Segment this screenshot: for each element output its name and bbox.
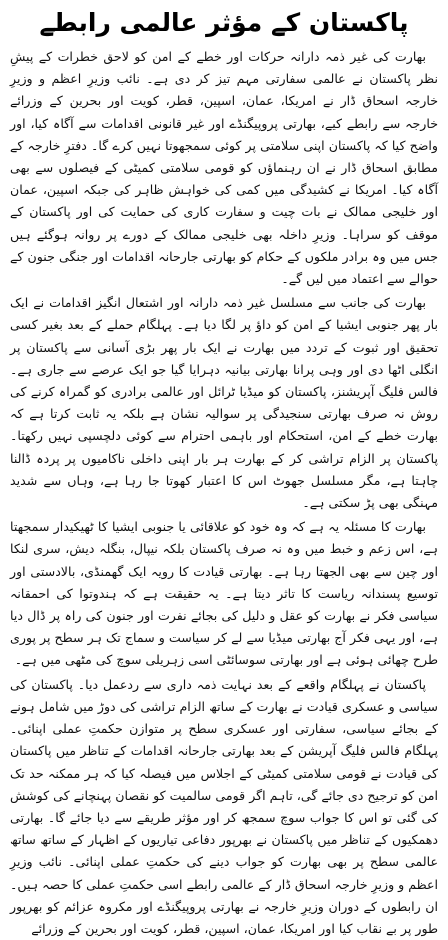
article-headline: پاکستان کے مؤثر عالمی رابطے (39, 8, 409, 37)
article-paragraph: بھارت کا مسئلہ یہ ہے کہ وہ خود کو علاقائی یا جنوبی ایشیا کا ٹھیکیدار سمجھتا ہے، اس زعم و خبط میں وہ نہ صرف پاکستان بلکہ نیپال، بنگلہ دیش، سری لنکا اور چین سے بھی الجھتا رہا ہے۔ بھارتی قیادت کا رویہ ایک گھمنڈی، بالادستی اور توسیع پسندانہ ریاست کا تاثر دیتا ہے۔ یہ حقیقت ہے کہ ہندوتوا کی احمقانہ سیاسی فکر نے بھارت کو عقل و دلیل کی بجائے نفرت اور جنون کی راہ پر ڈال دیا ہے، اور یہی فکر آج بھارتی میڈیا سے لے کر سیاست و سماج تک ہر سطح پر پوری طرح چھائی ہوئی ہے اور بھارتی سوسائٹی اسی زہریلی سوچ کی مٹھی میں ہے۔ (10, 519, 438, 668)
article-paragraph: پاکستان نے پہلگام واقعے کے بعد نہایت ذمہ داری سے ردعمل دیا۔ پاکستان کی سیاسی و عسکری قیادت نے بھارت کے ساتھ الزام تراشی کی دوڑ میں شامل ہونے کے بجائے سیاسی، سفارتی اور عسکری سطح پر متوازن حکمتِ عملی اپنائی۔ پہلگام فالس فلیگ آپریشن کے بعد بھارتی جارحانہ اقدامات کے تناظر میں پاکستان کی قیادت نے قومی سلامتی کمیٹی کے اجلاس میں فیصلہ کیا کہ ہر ممکنہ حد تک امن کو ترجیح دی جائے گی، تاہم اگر قومی سالمیت کو نقصان پہنچانے کی کوشش کی گئی تو اس کا جواب سوچ سمجھ کر اور مؤثر طریقے سے دیا جائے گا۔ بھارتی دھمکیوں کے تناظر میں پاکستان نے بھرپور دفاعی تیاریوں کے اظہار کے ساتھ ساتھ عالمی سطح پر بھی بھارت کو جواب دینے کی حکمتِ عملی اپنائی۔ نائب وزیرِ اعظم و وزیرِ خارجہ اسحاق ڈار کے عالمی رابطے اسی حکمتِ عملی کا حصہ ہیں۔ ان رابطوں کے دوران وزیرِ خارجہ نے بھارتی پروپیگنڈے اور مکروہ عزائم کو بھرپور طور پر بے نقاب کیا اور امریکا، عمان، اسپین، قطر، کویت اور بحرین کے وزرائے (10, 676, 438, 936)
article-paragraph: بھارت کی جانب سے مسلسل غیر ذمہ دارانہ اور اشتعال انگیز اقدامات نے ایک بار پھر جنوبی ایشیا کے امن کو داؤ پر لگا دیا ہے۔ پہلگام حملے کے بعد بغیر کسی تحقیق اور ثبوت کے تردد میں بھارت نے ایک بار پھر بڑی آسانی سے پاکستان پر انگلی اٹھا دی اور وہی پرانا بھارتی بیانیہ دہرایا گیا جو ایک عرصے سے جاری ہے۔ فالس فلیگ آپریشنز، پاکستان کو میڈیا ٹرائل اور عالمی برادری کو گمراہ کرنے کی روش نہ صرف بھارتی سنجیدگی پر سوالیہ نشان ہے بلکہ یہ ثابت کرتا ہے کہ بھارت خطے کے امن، استحکام اور باہمی احترام سے کوئی دلچسپی نہیں رکھتا۔ پاکستان پر الزام تراشی کر کے بھارت ہر بار اپنی داخلی ناکامیوں پر پردہ ڈالنا چاہتا ہے، مگر مسلسل جھوٹ اس کا اعتبار کھوتا جا رہا ہے، وہاں سے شدید مہنگی بھی پڑ سکتی ہے۔ (10, 295, 438, 511)
article-paragraph: بھارت کی غیر ذمہ دارانہ حرکات اور خطے کے امن کو لاحق خطرات کے پیشِ نظر پاکستان نے عالمی سفارتی مہم تیز کر دی ہے۔ نائب وزیرِ اعظم و وزیرِ خارجہ اسحاق ڈار نے امریکا، عمان، اسپین، قطر، کویت اور بحرین کے وزرائے خارجہ سے رابطے کیے، بھارتی پروپیگنڈے اور غیر قانونی اقدامات سے آگاہ کیا، اور واضح کیا کہ پاکستان اپنی سلامتی پر کوئی سمجھوتا نہیں کرے گا۔ دفترِ خارجہ کے مطابق اسحاق ڈار نے ان رہنماؤں کو قومی سلامتی کمیٹی کے فیصلوں سے بھی آگاہ کیا۔ امریکا نے کشیدگی میں کمی کی خواہش ظاہر کی جبکہ اسپین، عمان اور خلیجی ممالک نے بات چیت و سفارت کاری کی حمایت کی اور پاکستان کے موقف کو سراہا۔ وزیرِ داخلہ بھی خلیجی ممالک کے دورے پر روانہ ہوگئے ہیں جس میں وہ برادر ملکوں کے حکام کو بھارتی جارحانہ اقدامات اور جنگی جنون کے حوالے سے اعتماد میں لیں گے۔ (10, 49, 438, 287)
article-body (10, 46, 438, 940)
